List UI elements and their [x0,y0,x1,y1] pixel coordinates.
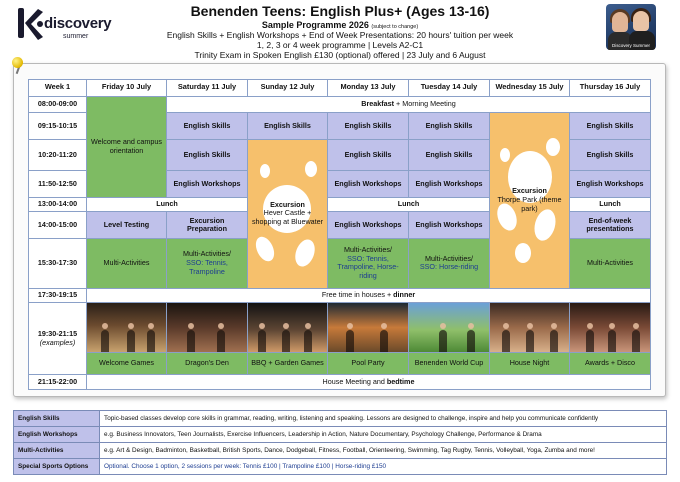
time-note: (examples) [39,337,76,347]
lunch-cell: Lunch [87,197,248,211]
time-slot: 10:20-11:20 [29,139,87,170]
bedtime-label: bedtime [386,376,415,386]
excursion-prep-cell: Excursion Preparation [167,212,248,239]
tuition-line: English Skills + English Workshops + End of Week Presentations: 20 hours' tuition per week [166,30,514,40]
sunday-excursion [248,139,328,288]
free-time-text: Free time in houses + [321,290,394,300]
logo-wordmark: discovery [44,15,112,32]
time-slot: 17:30-19:15 [29,288,87,302]
sso-label: SSO: Tennis, Trampoline, Horse-riding [337,253,399,281]
english-workshops-cell: English Workshops [409,212,490,239]
english-workshops-cell: English Workshops [570,170,651,197]
lunch-cell: Lunch [570,197,651,211]
time-slot: 13:00-14:00 [29,197,87,211]
welcome-orientation: Welcome and campus orientation [87,96,167,197]
key-desc: e.g. Art & Design, Badminton, Basketball, British Sports, Dance, Dodgeball, Fitness, Football, Orienteering, Swimming, Tag Rugby, Tennis, Volleyball, Yoga, Zumba and more! [100,443,667,459]
key-term: Multi-Activities [14,443,100,459]
logo-tagline: summer [63,33,89,40]
time-slot: 09:15-10:15 [29,113,87,140]
col-thursday: Thursday 16 July [570,80,651,97]
multi-activities-cell: Multi-Activities [87,239,167,289]
free-time-row [87,288,651,302]
time-slot: 19:30-21:15 [37,329,78,339]
discovery-logo [16,6,112,46]
photo-caption: Discovery Summer [611,43,650,48]
end-of-week-cell: End-of-week presentations [570,212,651,239]
multi-activities-label: Multi-Activities/ [425,253,473,263]
evening-activity: Welcome Games [87,352,167,375]
evening-activity: Pool Party [328,352,409,375]
level-testing-cell: Level Testing [87,212,167,239]
english-skills-cell: English Skills [409,139,490,170]
logo-k-icon [16,6,46,42]
english-skills-cell: English Skills [570,139,651,170]
programme-line: 1, 2, 3 or 4 week programme | Levels A2-C1 [256,40,424,50]
time-slot: 14:00-15:00 [29,212,87,239]
time-slot: 15:30-17:30 [29,239,87,289]
excursion-label: Excursion [512,186,547,196]
breakfast-row [167,96,651,113]
evening-time-slot [29,303,87,375]
english-skills-cell: English Skills [570,113,651,140]
key-desc: e.g. Business Innovators, Teen Journalists, Exercise Influencers, Leadership in Action, Nature Documentary, Psychology Challenge, Performance & Drama [100,427,667,443]
time-slot: 11:50-12:50 [29,170,87,197]
house-meeting-row [87,375,651,390]
multi-activities-label: Multi-Activities/ [344,245,392,255]
evening-activity: House Night [490,352,570,375]
wednesday-excursion [490,113,570,289]
thorpe-park-label: Thorpe Park (theme park) [497,195,562,213]
key-desc: Topic-based classes develop core skills in grammar, reading, writing, listening and speaking. Lessons are designed to challenge, inspire and help you communicate confidently [100,411,667,427]
exam-line: Trinity Exam in Spoken English £130 (optional) offered | 23 July and 6 August [194,50,486,60]
english-skills-cell: English Skills [167,113,248,140]
evening-photo [409,303,490,353]
key-term: English Skills [14,411,100,427]
page-subtitle [140,20,540,30]
evening-photo [490,303,570,353]
col-week: Week 1 [29,80,87,97]
time-slot: 21:15-22:00 [29,375,87,390]
multi-activities-label: Multi-Activities/ [183,249,231,259]
dinner-label: dinner [393,290,416,300]
subtitle-text: Sample Programme 2026 [261,20,369,30]
english-skills-cell: English Skills [409,113,490,140]
lunch-cell: Lunch [328,197,490,211]
col-tuesday: Tuesday 14 July [409,80,490,97]
key-term: Special Sports Options [14,459,100,475]
evening-photo [167,303,248,353]
time-slot: 08:00-09:00 [29,96,87,113]
excursion-label: Excursion [270,199,305,209]
hever-castle-label: Hever Castle + shopping at Bluewater [251,208,324,227]
col-wednesday: Wednesday 15 July [490,80,570,97]
english-workshops-cell: English Workshops [167,170,248,197]
col-monday: Monday 13 July [328,80,409,97]
english-workshops-cell: English Workshops [409,170,490,197]
subtitle-note: (subject to change) [371,24,419,30]
evening-activity: Benenden World Cup [409,352,490,375]
evening-activity: Awards + Disco [570,352,651,375]
breakfast-rest: + Morning Meeting [394,98,456,108]
monday-afternoon [328,239,409,289]
key-table [13,410,667,475]
breakfast-label: Breakfast [361,98,395,108]
english-workshops-cell: English Workshops [328,170,409,197]
evening-photo [328,303,409,353]
col-saturday: Saturday 11 July [167,80,248,97]
tuesday-afternoon [409,239,490,289]
key-term: English Workshops [14,427,100,443]
key-desc: Optional. Choose 1 option, 2 sessions per week: Tennis £100 | Trampoline £100 | Horse-riding £150 [100,459,667,475]
students-photo [606,4,656,50]
english-skills-cell: English Skills [167,139,248,170]
sso-label: SSO: Tennis, Trampoline [186,258,228,276]
saturday-afternoon [167,239,248,289]
page-title: Benenden Teens: English Plus+ (Ages 13-16) [190,3,490,19]
sso-label: SSO: Horse-riding [419,262,479,272]
english-workshops-cell: English Workshops [328,212,409,239]
evening-photo [248,303,328,353]
evening-photo [570,303,651,353]
house-meeting-text: House Meeting and [322,376,387,386]
evening-activity: BBQ + Garden Games [248,352,328,375]
col-friday: Friday 10 July [87,80,167,97]
english-skills-cell: English Skills [328,113,409,140]
evening-photo [87,303,167,353]
pushpin-icon [9,57,25,73]
evening-activity: Dragon's Den [167,352,248,375]
schedule-table [28,79,651,390]
col-sunday: Sunday 12 July [248,80,328,97]
multi-activities-cell: Multi-Activities [570,239,651,289]
english-skills-cell: English Skills [248,113,328,140]
english-skills-cell: English Skills [328,139,409,170]
